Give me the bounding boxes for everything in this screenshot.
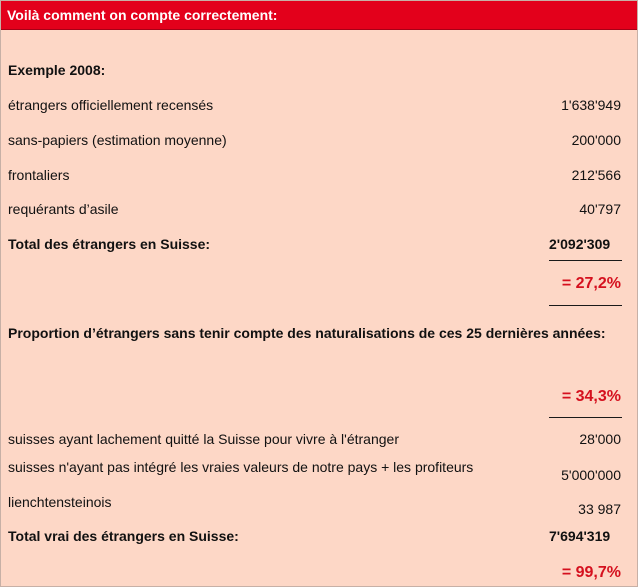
total-value: 2'092'309 bbox=[549, 236, 611, 252]
header-title: Voilà comment on compte correctement: bbox=[7, 7, 278, 23]
row-value: 200'000 bbox=[571, 132, 621, 148]
row-label: sans-papiers (estimation moyenne) bbox=[8, 132, 227, 148]
row-value: 212'566 bbox=[571, 167, 621, 183]
row-value: 1'638'949 bbox=[561, 97, 621, 113]
row-label: suisses n'ayant pas intégré les vraies valeurs de notre pays + les profiteurs bbox=[8, 459, 474, 475]
divider bbox=[549, 305, 622, 306]
percent-value: = 99,7% bbox=[561, 564, 621, 581]
header-bar bbox=[1, 1, 637, 30]
divider bbox=[549, 417, 622, 418]
row-label: suisses ayant lachement quitté la Suisse pour vivre à l'étranger bbox=[8, 431, 399, 447]
divider bbox=[549, 260, 622, 261]
row-value: 28'000 bbox=[579, 431, 621, 447]
total-label: Total vrai des étrangers en Suisse: bbox=[8, 528, 239, 544]
row-label: lienchtensteinois bbox=[8, 494, 112, 510]
row-label: requérants d’asile bbox=[8, 201, 119, 217]
row-value: 33 987 bbox=[578, 501, 621, 517]
total-label: Total des étrangers en Suisse: bbox=[8, 236, 211, 252]
percent-value: = 34,3% bbox=[561, 388, 621, 405]
row-label: frontaliers bbox=[8, 167, 70, 183]
percent-value: = 27,2% bbox=[561, 275, 621, 292]
example-heading: Exemple 2008: bbox=[8, 62, 106, 78]
row-label: étrangers officiellement recensés bbox=[8, 97, 214, 113]
row-value: 40'797 bbox=[579, 201, 621, 217]
total-value: 7'694'319 bbox=[549, 528, 611, 544]
proportion-heading: Proportion d’étrangers sans tenir compte des naturalisations de ces 25 dernières années: bbox=[8, 325, 606, 341]
row-value: 5'000'000 bbox=[561, 467, 621, 483]
